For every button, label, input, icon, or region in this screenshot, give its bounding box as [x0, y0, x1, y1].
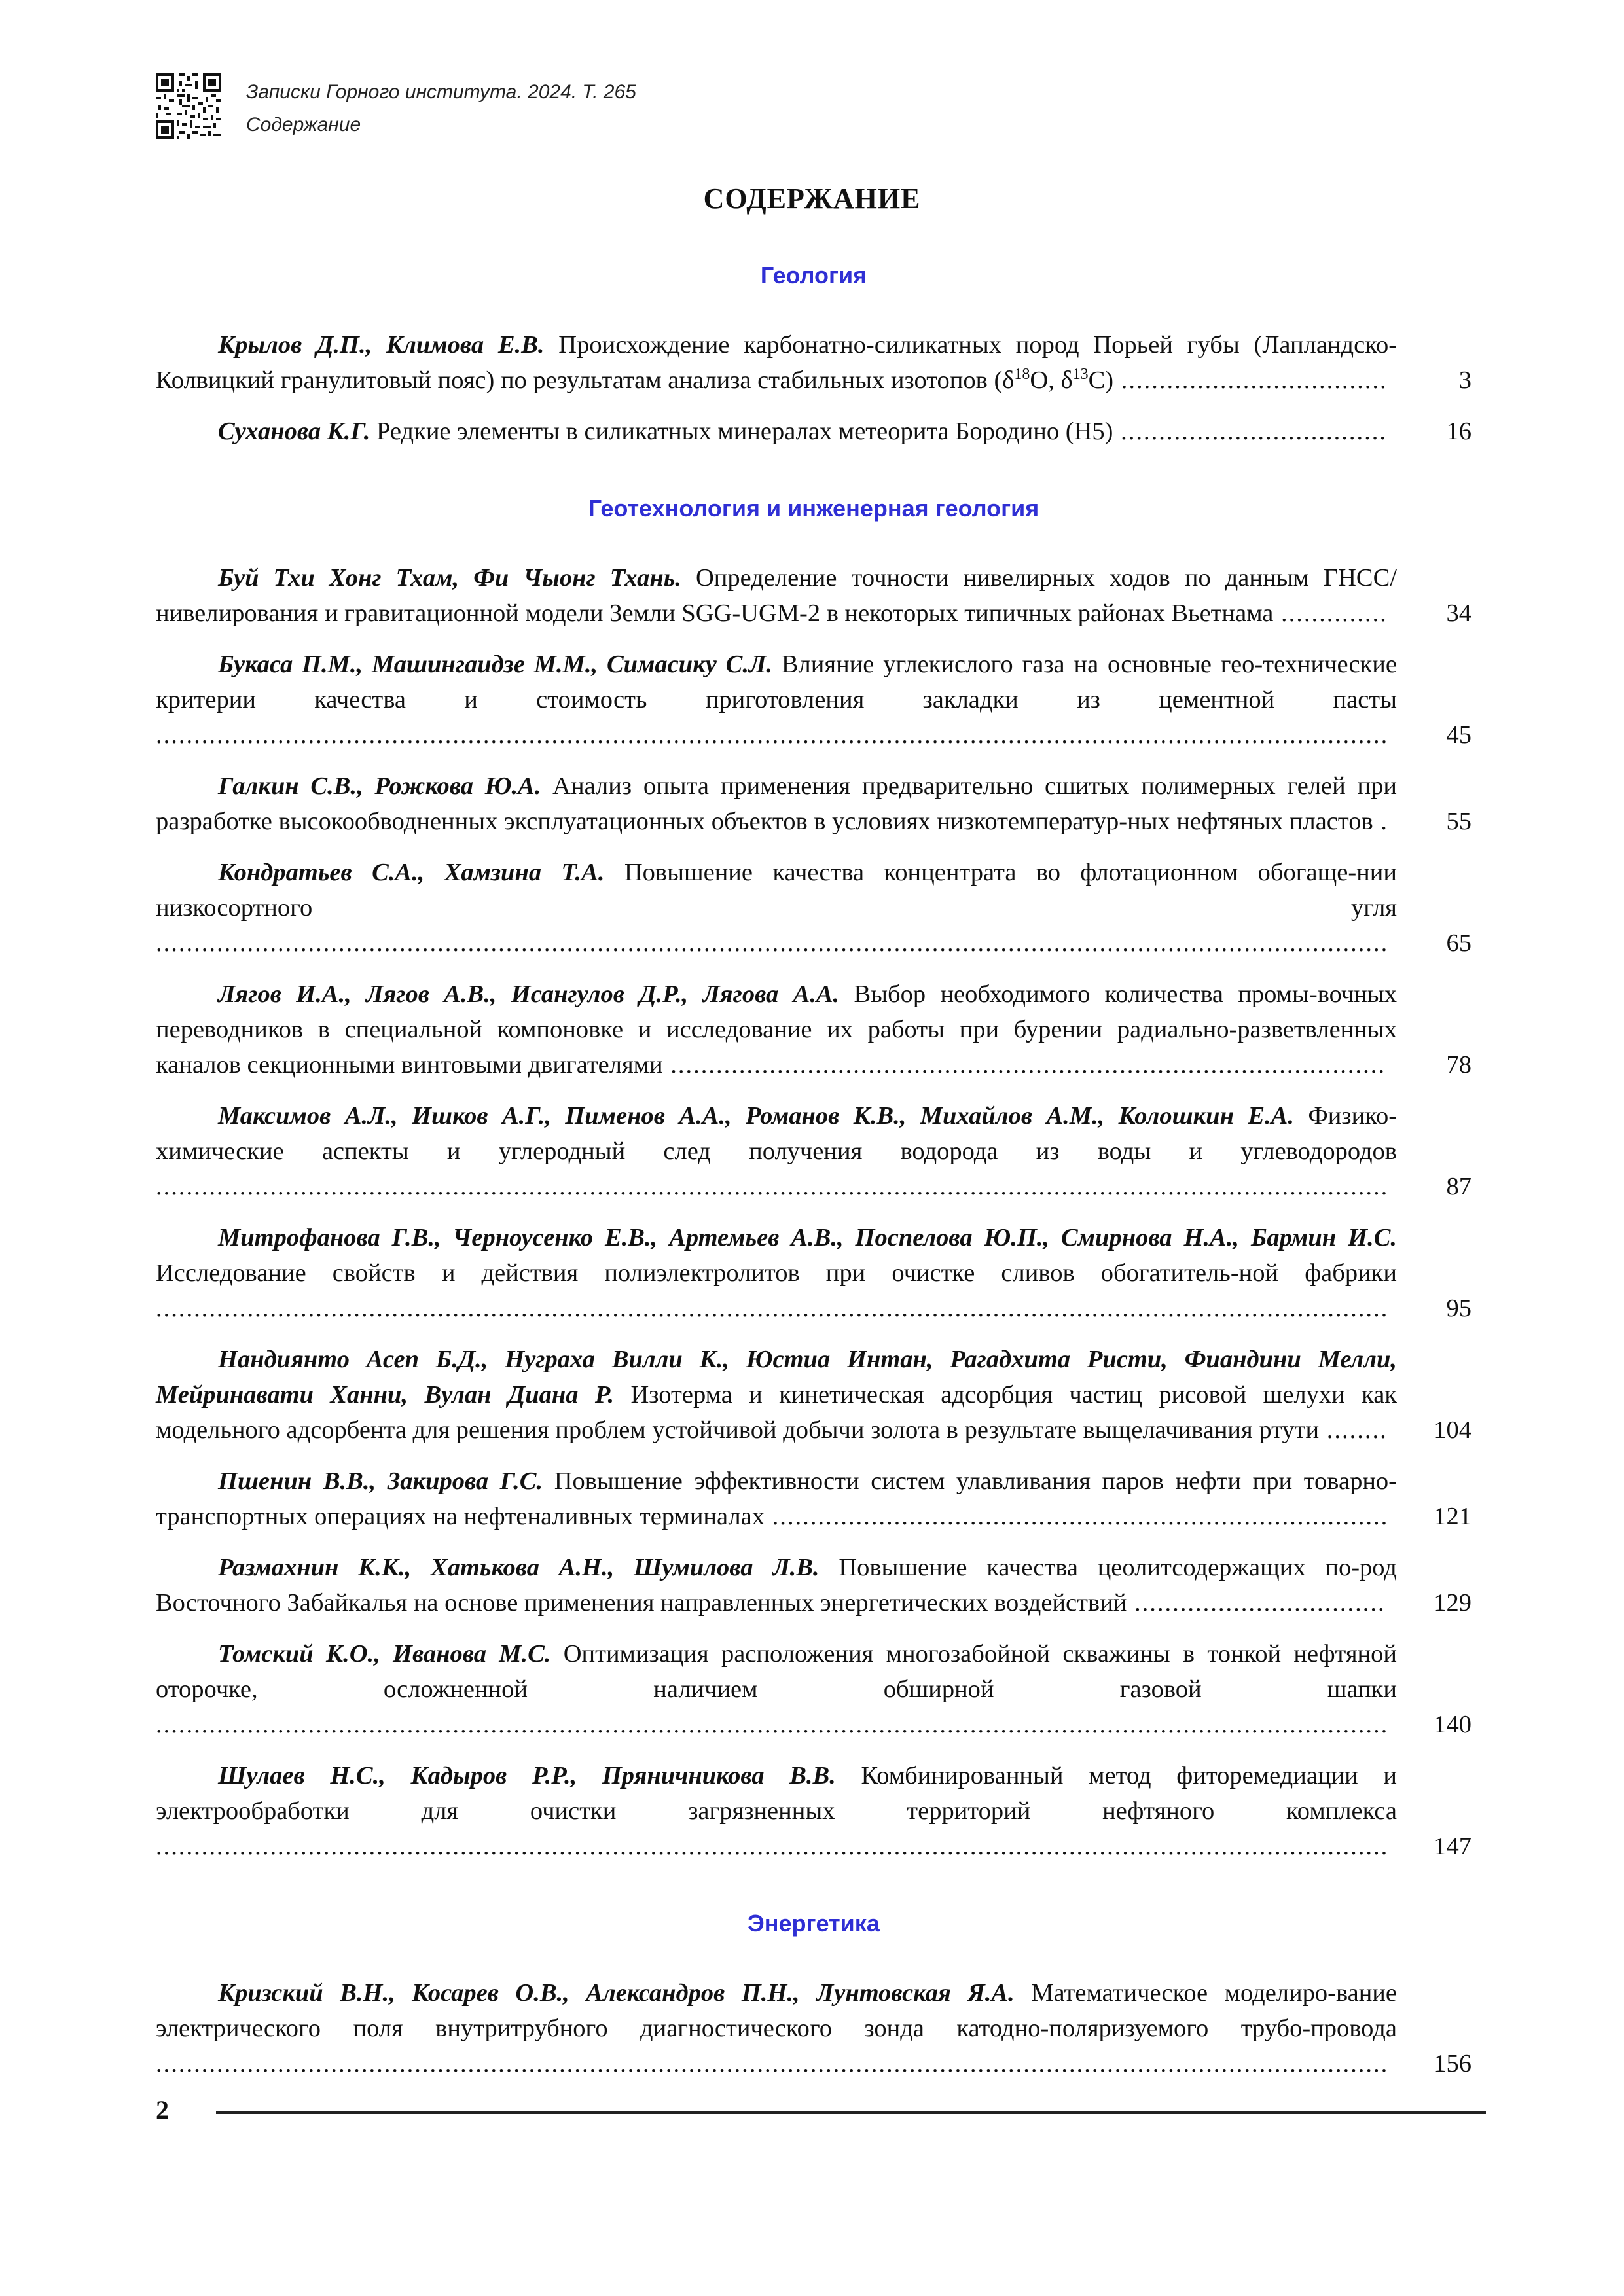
entry-page-number: 87: [1446, 1173, 1471, 1200]
entry-page-number: 140: [1434, 1711, 1471, 1738]
toc-entry[interactable]: [156, 1098, 1471, 1204]
toc-entry[interactable]: [156, 855, 1471, 961]
dot-leader: ..................................................................................................................................................................: [156, 1295, 1389, 1322]
toc-entry[interactable]: [156, 560, 1471, 631]
entry-authors: Суханова К.Г.: [218, 418, 370, 445]
running-section: Содержание: [246, 114, 361, 135]
entry-title: Определение точности нивелирных ходов по данным ГНСС/нивелирования и гравитационной модели Земли SGG-UGM-2 в некоторых типичных районах Вьетнама: [156, 564, 1397, 627]
toc-entry[interactable]: [156, 768, 1471, 839]
entry-page-number: 95: [1446, 1295, 1471, 1322]
entry-authors: Букаса П.М., Машингаидзе М.М., Симасику С.Л.: [218, 651, 772, 678]
entry-page-number: 16: [1446, 418, 1471, 445]
dot-leader: ...................................: [1113, 418, 1387, 445]
toc-entry[interactable]: [156, 1342, 1471, 1448]
entry-page-number: 65: [1446, 929, 1471, 957]
toc-entry[interactable]: [156, 1463, 1471, 1534]
qr-code-icon: [156, 73, 221, 139]
page-number: 2: [156, 2095, 169, 2125]
toc-entry[interactable]: [156, 647, 1471, 753]
dot-leader: ..............: [1273, 600, 1388, 627]
entry-page-number: 104: [1434, 1416, 1471, 1444]
journal-citation: Записки Горного института. 2024. Т. 265: [246, 81, 636, 103]
section-heading: Энергетика: [748, 1910, 880, 1937]
toc-entry[interactable]: [156, 1636, 1471, 1742]
entry-page-number: 45: [1446, 721, 1471, 749]
footer-rule: [216, 2111, 1486, 2114]
dot-leader: ..............................................................................................: [662, 1051, 1386, 1079]
entry-title: Повышение качества концентрата во флотационном обогаще-нии низкосортного угля: [156, 859, 1397, 922]
entry-authors: Размахнин К.К., Хатькова А.Н., Шумилова Л.В.: [218, 1554, 820, 1581]
toc-entry[interactable]: [156, 327, 1471, 398]
entry-title: Выбор необходимого количества промы-вочных переводников в специальной компоновке и исследование их работы при бурении радиально-разветвленных каналов секционными винтовыми двигателями: [156, 980, 1397, 1079]
section-heading: Геология: [760, 262, 867, 289]
dot-leader: .................................................................................: [765, 1503, 1389, 1530]
entry-authors: Максимов А.Л., Ишков А.Г., Пименов А.А., Романов К.В., Михайлов А.М., Колошкин Е.А.: [218, 1102, 1294, 1130]
entry-title: Повышение эффективности систем улавливания паров нефти при товарно-транспортных операциях на нефтеналивных терминалах: [156, 1467, 1397, 1530]
dot-leader: ..................................................................................................................................................................: [156, 1833, 1389, 1860]
toc-entry[interactable]: [156, 414, 1471, 449]
entry-page-number: 156: [1434, 2050, 1471, 2077]
table-of-contents: [156, 262, 1471, 2097]
entry-authors: Шулаев Н.С., Кадыров Р.Р., Пряничникова В.В.: [218, 1762, 836, 1789]
dot-leader: ...................................: [1113, 367, 1388, 394]
dot-leader: ..................................................................................................................................................................: [156, 1173, 1389, 1200]
entry-page-number: 3: [1458, 367, 1471, 394]
entry-title: Повышение качества цеолитсодержащих по-род Восточного Забайкалья на основе применения направленных энергетических воздействий: [156, 1554, 1398, 1617]
dot-leader: .: [1373, 808, 1388, 835]
entry-authors: Галкин С.В., Рожкова Ю.А.: [218, 772, 541, 800]
dot-leader: .................................: [1127, 1589, 1386, 1617]
section-heading: Геотехнология и инженерная геология: [588, 495, 1039, 522]
entry-authors: Кондратьев С.А., Хамзина Т.А.: [218, 859, 605, 886]
entry-authors: Буй Тхи Хонг Тхам, Фи Чыонг Тхань.: [218, 564, 681, 592]
entry-authors: Пшенин В.В., Закирова Г.С.: [218, 1467, 543, 1495]
entry-title: Влияние углекислого газа на основные гео-технические критерии качества и стоимость приготовления закладки из цементной пасты: [156, 651, 1398, 713]
toc-entry[interactable]: [156, 977, 1471, 1083]
entry-title: Оптимизация расположения многозабойной скважины в тонкой нефтяной оторочке, осложненной наличием обширной газовой шапки: [156, 1640, 1398, 1703]
toc-entry[interactable]: [156, 1758, 1471, 1864]
entry-title: Изотерма и кинетическая адсорбция частиц рисовой шелухи как модельного адсорбента для решения проблем устойчивой добычи золота в результате выщелачивания ртути: [156, 1381, 1397, 1444]
toc-entry[interactable]: [156, 1975, 1471, 2081]
toc-entry[interactable]: [156, 1220, 1471, 1326]
dot-leader: ..................................................................................................................................................................: [156, 2050, 1389, 2077]
entry-authors: Митрофанова Г.В., Черноусенко Е.В., Артемьев А.В., Поспелова Ю.П., Смирнова Н.А., Бармин И.С.: [218, 1224, 1397, 1251]
entry-page-number: 78: [1446, 1051, 1471, 1079]
entry-page-number: 55: [1446, 808, 1471, 835]
toc-entry[interactable]: [156, 1550, 1471, 1621]
dot-leader: ..................................................................................................................................................................: [156, 721, 1389, 749]
entry-title: Анализ опыта применения предварительно сшитых полимерных гелей при разработке высокообводненных эксплуатационных объектов в условиях низкотемператур-ных нефтяных пластов: [156, 772, 1397, 835]
dot-leader: ..................................................................................................................................................................: [156, 1711, 1389, 1738]
entry-authors: Томский К.О., Иванова М.С.: [218, 1640, 551, 1668]
entry-authors: Лягов И.А., Лягов А.В., Исангулов Д.Р., Лягова А.А.: [218, 980, 840, 1008]
entry-title: Физико-химические аспекты и углеродный след получения водорода из воды и углеводородов: [156, 1102, 1398, 1165]
entry-title: Математическое моделиро-вание электрического поля внутритрубного диагностического зонда катодно-поляризуемого трубо-провода: [156, 1979, 1398, 2042]
entry-page-number: 121: [1434, 1503, 1471, 1530]
entry-title: Комбинированный метод фиторемедиации и электрообработки для очистки загрязненных территорий нефтяного комплекса: [156, 1762, 1397, 1825]
entry-authors: Крылов Д.П., Климова Е.В.: [218, 331, 545, 359]
entry-page-number: 129: [1434, 1589, 1471, 1617]
entry-authors: Кризский В.Н., Косарев О.В., Александров П.Н., Лунтовская Я.А.: [218, 1979, 1015, 2007]
entry-title: Происхождение карбонатно-силикатных пород Порьей губы (Лапландско-Колвицкий гранулитовый пояс) по результатам анализа стабильных изотопов ($\delta^{18}O$, $\delta^{13}C$): [156, 331, 1398, 394]
entry-page-number: 34: [1446, 600, 1471, 627]
entry-authors: Нандиянто Асеп Б.Д., Нуграха Вилли К., Юстиа Интан, Рагадхита Ристи, Фиандини Мелли, Мейринавати Ханни, Вулан Диана Р.: [156, 1346, 1397, 1408]
dot-leader: ........: [1319, 1416, 1388, 1444]
entry-page-number: 147: [1434, 1833, 1471, 1860]
page-title: СОДЕРЖАНИЕ: [703, 183, 921, 215]
entry-title: Редкие элементы в силикатных минералах метеорита Бородино (H5): [376, 418, 1113, 445]
entry-title: Исследование свойств и действия полиэлектролитов при очистке сливов обогатитель-ной фабрики: [156, 1259, 1397, 1287]
dot-leader: ..................................................................................................................................................................: [156, 929, 1389, 957]
